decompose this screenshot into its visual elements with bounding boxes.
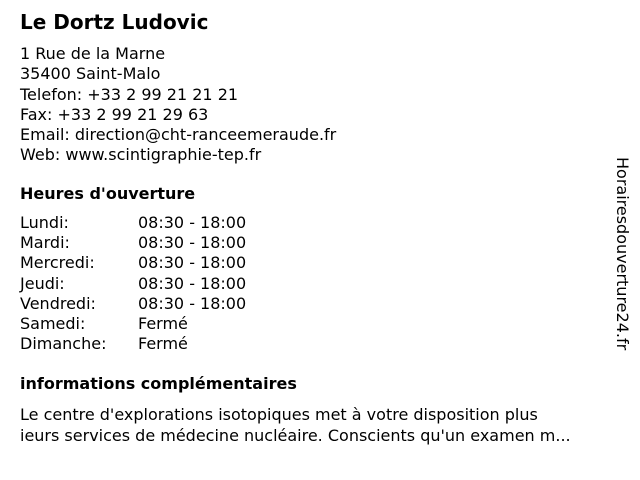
day-label: Lundi: xyxy=(20,213,69,232)
hours-row-wednesday xyxy=(20,253,246,273)
hours-value: Fermé xyxy=(138,314,188,334)
web-label: Web: xyxy=(20,145,61,165)
day-label: Vendredi: xyxy=(20,293,96,313)
day-label: Dimanche: xyxy=(20,334,107,354)
additional-info-text xyxy=(20,404,620,446)
info-line-1: Le centre d'explorations isotopiques met à votre disposition plus xyxy=(20,405,538,424)
day-label: Mardi: xyxy=(20,233,70,253)
email-line xyxy=(20,125,336,145)
fax-line xyxy=(20,105,336,125)
hours-value: Fermé xyxy=(138,334,188,354)
email-label: Email: xyxy=(20,125,70,145)
hours-value: 08:30 - 18:00 xyxy=(138,213,247,232)
hours-row-monday xyxy=(20,213,246,233)
day-label: Samedi: xyxy=(20,314,86,334)
side-brand-watermark xyxy=(612,136,632,372)
hours-row-saturday xyxy=(20,314,246,334)
address-line-1: 1 Rue de la Marne xyxy=(20,44,166,63)
web-line xyxy=(20,145,336,165)
hours-value: 08:30 - 18:00 xyxy=(138,253,247,273)
hours-row-thursday xyxy=(20,274,246,294)
hours-row-sunday xyxy=(20,334,246,354)
address-line-2: 35400 Saint-Malo xyxy=(20,64,161,84)
email-link[interactable]: direction@cht-ranceemeraude.fr xyxy=(74,125,337,145)
fax-label: Fax: xyxy=(20,104,53,124)
fax-number: +33 2 99 21 29 63 xyxy=(57,104,209,124)
phone-line xyxy=(20,85,336,105)
business-name: Le Dortz Ludovic xyxy=(20,10,209,34)
opening-hours-table xyxy=(20,213,246,354)
hours-value: 08:30 - 18:00 xyxy=(138,293,247,313)
side-brand-text: Horairesdouverture24.fr xyxy=(613,157,632,351)
web-link[interactable]: www.scintigraphie-tep.fr xyxy=(65,145,262,165)
hours-row-friday xyxy=(20,294,246,314)
day-label: Mercredi: xyxy=(20,253,95,273)
info-line-2: ieurs services de médecine nucléaire. Conscients qu'un examen m... xyxy=(20,426,571,445)
day-label: Jeudi: xyxy=(20,273,65,293)
additional-info-heading: informations complémentaires xyxy=(20,374,297,393)
hours-row-tuesday xyxy=(20,233,246,253)
phone-label: Telefon: xyxy=(20,84,83,104)
opening-hours-heading: Heures d'ouverture xyxy=(20,184,196,203)
hours-value: 08:30 - 18:00 xyxy=(138,233,247,253)
phone-number[interactable]: +33 2 99 21 21 21 xyxy=(87,84,239,104)
hours-value: 08:30 - 18:00 xyxy=(138,273,247,293)
contact-block xyxy=(20,44,336,166)
